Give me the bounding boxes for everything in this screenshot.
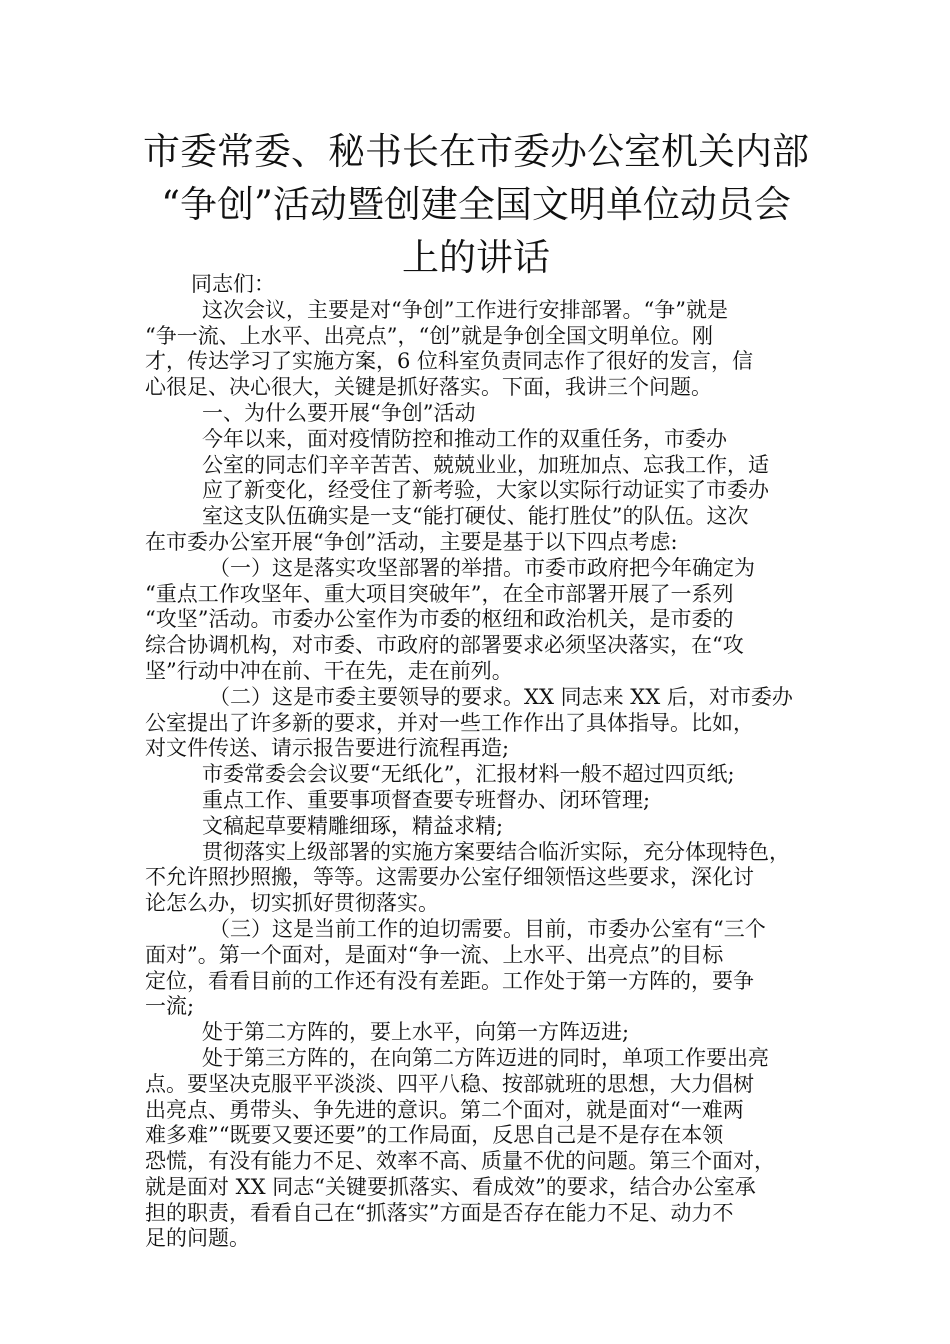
body-line: “争一流、上水平、出亮点”，“创”就是争创全国文明单位。刚 [145, 323, 713, 348]
body-line: 重点工作、重要事项督查要专班督办、闭环管理; [202, 787, 651, 812]
body-line: （一）这是落实攻坚部署的举措。市委市政府把今年确定为 [209, 555, 755, 580]
salutation: 同志们： [191, 272, 275, 296]
body-line: 定位，看看目前的工作还有没有差距。工作处于第一方阵的，要争 [145, 968, 754, 993]
body-line: 对文件传送、请示报告要进行流程再造; [145, 736, 510, 761]
body-line: 才，传达学习了实施方案，6 位科室负责同志作了很好的发言，信 [145, 349, 754, 374]
body-line: 这次会议，主要是对“争创”工作进行安排部署。“争”就是 [202, 297, 728, 322]
title-line-3: 上的讲话 [402, 236, 550, 279]
body-line: 面对”。第一个面对，是面对“争一流、上水平、出亮点”的目标 [145, 942, 724, 967]
body-line: 一流; [145, 994, 195, 1019]
body-line: “重点工作攻坚年、重大项目突破年”，在全市部署开展了一系列 [145, 581, 734, 606]
body-line: 室这支队伍确实是一支“能打硬仗、能打胜仗”的队伍。这次 [202, 504, 749, 529]
body-line: 担的职责，看看自己在“抓落实”方面是否存在能力不足、动力不 [145, 1200, 734, 1225]
body-line: 文稿起草要精雕细琢，精益求精; [202, 813, 504, 838]
body-line: 处于第二方阵的，要上水平，向第一方阵迈进; [202, 1020, 630, 1045]
body-line: 综合协调机构，对市委、市政府的部署要求必须坚决落实，在“攻 [145, 633, 744, 658]
title-line-2: “争创”活动暨创建全国文明单位动员会 [161, 183, 791, 226]
document-body [145, 272, 820, 1252]
body-line: 难多难”“既要又要还要”的工作局面，反思自己是不是存在本领 [145, 1123, 724, 1148]
body-line: 今年以来，面对疫情防控和推动工作的双重任务，市委办 [202, 426, 727, 451]
body-line: 应了新变化，经受住了新考验，大家以实际行动证实了市委办 [202, 478, 769, 503]
body-line: 公室的同志们辛辛苦苦、兢兢业业，加班加点、忘我工作，适 [202, 452, 769, 477]
body-line: 处于第三方阵的，在向第二方阵迈进的同时，单项工作要出亮 [202, 1045, 769, 1070]
section-heading: 一、为什么要开展“争创”活动 [202, 400, 476, 425]
body-line: 贯彻落实上级部署的实施方案要结合临沂实际，充分体现特色， [202, 839, 790, 864]
body-line: 不允许照抄照搬，等等。这需要办公室仔细领悟这些要求，深化讨 [145, 865, 754, 890]
body-line: 出亮点、勇带头、争先进的意识。第二个面对，就是面对“一难两 [145, 1097, 744, 1122]
title-line-1: 市委常委、秘书长在市委办公室机关内部 [143, 130, 809, 173]
body-line: （三）这是当前工作的迫切需要。目前，市委办公室有“三个 [209, 916, 766, 941]
body-line: （二）这是市委主要领导的要求。XX 同志来 XX 后，对市委办 [209, 684, 793, 709]
document-title [140, 125, 812, 284]
body-line: 足的问题。 [145, 1226, 250, 1251]
body-line: 公室提出了许多新的要求，并对一些工作作出了具体指导。比如， [145, 710, 754, 735]
body-line: 就是面对 XX 同志“关键要抓落实、看成效”的要求，结合办公室承 [145, 1174, 756, 1199]
body-line: 坚”行动中冲在前、干在先，走在前列。 [145, 658, 513, 683]
body-line: 在市委办公室开展“争创”活动，主要是基于以下四点考虑: [145, 529, 678, 554]
body-line: 点。要坚决克服平平淡淡、四平八稳、按部就班的思想，大力倡树 [145, 1071, 754, 1096]
body-line: 市委常委会会议要“无纸化”，汇报材料一般不超过四页纸; [202, 762, 735, 787]
body-line: 论怎么办，切实抓好贯彻落实。 [145, 891, 439, 916]
body-line: 恐慌，有没有能力不足、效率不高、质量不优的问题。第三个面对， [145, 1149, 775, 1174]
body-line: “攻坚”活动。市委办公室作为市委的枢纽和政治机关，是市委的 [145, 607, 734, 632]
body-line: 心很足、决心很大，关键是抓好落实。下面，我讲三个问题。 [145, 375, 712, 400]
